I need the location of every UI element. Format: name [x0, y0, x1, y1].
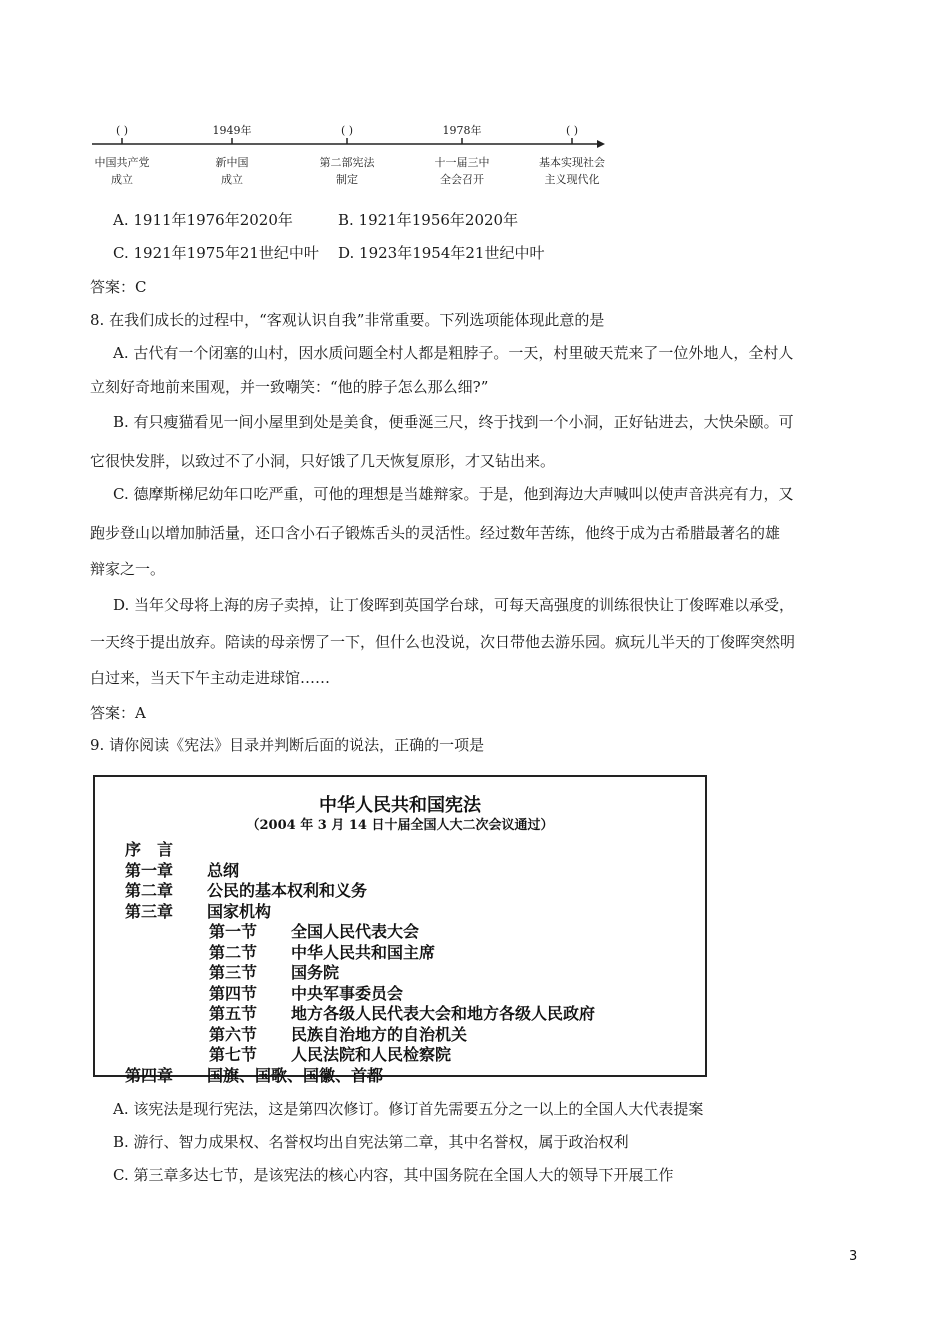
- toc-entry-title: 国务院: [291, 963, 340, 982]
- timeline-event-label: 全会召开: [440, 173, 484, 186]
- toc-entry-number: 第二章: [125, 881, 174, 900]
- q7-option-a: A. 1911年1976年2020年: [113, 211, 293, 229]
- toc-entry-number: 第一节: [209, 922, 258, 941]
- timeline-event-label: 成立: [111, 173, 133, 186]
- timeline-top-label: ( ): [115, 124, 129, 137]
- toc-entry-title: 中华人民共和国主席: [291, 942, 436, 962]
- q8-option-d-line3: 白过来，当天下午主动走进球馆……: [90, 669, 331, 687]
- toc-entry-title: 民族自治地方的自治机关: [291, 1024, 468, 1044]
- timeline-top-label: ( ): [565, 124, 579, 137]
- timeline-arrow: [597, 140, 605, 148]
- toc-entry-title: 公民的基本权利和义务: [207, 881, 368, 900]
- q8-option-d-line2: 一天终于提出放弃。陪读的母亲愣了一下，但什么也没说，次日带他去游乐园。疯玩儿半天的丁俊晖突然明: [90, 633, 796, 651]
- timeline-figure: [92, 118, 637, 198]
- q8-option-a-line2: 立刻好奇地前来围观，并一致嘲笑：“他的脖子怎么那么细?”: [90, 378, 489, 396]
- toc-entry-number: 第五节: [209, 1004, 258, 1023]
- constitution-title: 中华人民共和国宪法: [319, 795, 481, 816]
- toc-entry-title: 人民法院和人民检察院: [291, 1045, 452, 1064]
- constitution-contents-figure: [93, 775, 707, 1085]
- toc-entry-title: 中央军事委员会: [291, 983, 404, 1003]
- timeline-top-label: 1978年: [442, 124, 482, 137]
- timeline-event-label: 基本实现社会: [539, 156, 605, 169]
- q8-option-c-line2: 跑步登山以增加肺活量，还口含小石子锻炼舌头的灵活性。经过数年苦练，他终于成为古希腊最著名的雄: [90, 524, 781, 542]
- q8-option-a-line1: A. 古代有一个闭塞的山村，因水质问题全村人都是粗脖子。一天，村里破天荒来了一位外地人，全村人: [113, 344, 794, 362]
- q7-option-c: C. 1921年1975年21世纪中叶: [113, 244, 319, 262]
- timeline-event-label: 第二部宪法: [319, 156, 375, 169]
- q8-option-b-line2: 它很快发胖，以致过不了小洞，只好饿了几天恢复原形，才又钻出来。: [90, 452, 556, 470]
- toc-entry-number: 第二节: [209, 942, 258, 962]
- q8-option-c-line1: C. 德摩斯梯尼幼年口吃严重，可他的理想是当雄辩家。于是，他到海边大声喊叫以使声音洪亮有力，又: [113, 485, 794, 503]
- q7-option-d: D. 1923年1954年21世纪中叶: [338, 244, 545, 262]
- q8-option-d-line1: D. 当年父母将上海的房子卖掉，让丁俊晖到英国学台球，可每天高强度的训练很快让丁俊晖难以承受，: [113, 596, 795, 614]
- q7-option-b: B. 1921年1956年2020年: [338, 211, 519, 229]
- q8-stem: 8. 在我们成长的过程中，“客观认识自我”非常重要。下列选项能体现此意的是: [90, 311, 605, 329]
- toc-entry-title: 国旗、国歌、国徽、首都: [207, 1065, 384, 1085]
- q8-answer: 答案：A: [90, 704, 146, 722]
- q9-option-b: B. 游行、智力成果权、名誉权均出自宪法第二章，其中名誉权，属于政治权利: [113, 1133, 629, 1151]
- toc-entry-number: 第三节: [209, 963, 258, 982]
- q7-answer: 答案：C: [90, 278, 147, 296]
- toc-entry-number: 第七节: [209, 1045, 258, 1064]
- q9-option-c: C. 第三章多达七节，是该宪法的核心内容，其中国务院在全国人大的领导下开展工作: [113, 1166, 674, 1184]
- timeline-event-label: 十一届三中: [434, 156, 490, 169]
- constitution-subtitle: （2004 年 3 月 14 日十届全国人大二次会议通过）: [246, 818, 554, 833]
- timeline-event-label: 制定: [336, 173, 358, 186]
- toc-entry-title: 全国人民代表大会: [291, 922, 420, 941]
- toc-entry-number: 第四节: [209, 983, 258, 1003]
- timeline-event-label: 中国共产党: [94, 156, 150, 169]
- timeline-event-label: 新中国: [215, 156, 249, 169]
- timeline-event-label: 主义现代化: [544, 173, 600, 186]
- toc-entry-title: 总纲: [207, 860, 240, 880]
- timeline-event-label: 成立: [221, 173, 243, 186]
- timeline-top-label: 1949年: [212, 124, 252, 137]
- page-number: 3: [849, 1249, 858, 1264]
- q9-stem: 9. 请你阅读《宪法》目录并判断后面的说法，正确的一项是: [90, 736, 485, 754]
- timeline-top-label: ( ): [340, 124, 354, 137]
- toc-entry-number: 第六节: [209, 1024, 258, 1044]
- toc-entry-number: 第三章: [125, 901, 174, 921]
- toc-entry-number: 第一章: [125, 860, 174, 880]
- q8-option-c-line3: 辩家之一。: [90, 560, 166, 578]
- q8-option-b-line1: B. 有只瘦猫看见一间小屋里到处是美食，便垂涎三尺，终于找到一个小洞，正好钻进去，大快朵颐。可: [113, 413, 794, 431]
- toc-entry-number: 序 言: [125, 840, 174, 859]
- q9-option-a: A. 该宪法是现行宪法，这是第四次修订。修订首先需要五分之一以上的全国人大代表提案: [113, 1100, 704, 1118]
- toc-entry-title: 地方各级人民代表大会和地方各级人民政府: [291, 1004, 596, 1023]
- toc-entry-number: 第四章: [125, 1065, 174, 1085]
- toc-entry-title: 国家机构: [207, 901, 272, 921]
